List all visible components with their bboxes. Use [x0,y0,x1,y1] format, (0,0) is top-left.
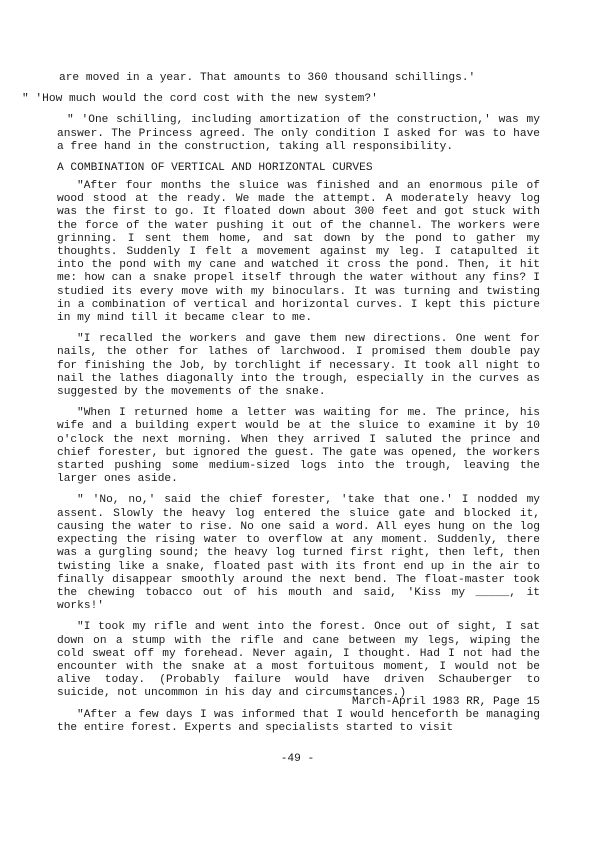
paragraph-1: are moved in a year. That amounts to 360 thousand schillings.' [59,72,476,84]
section-heading: A COMBINATION OF VERTICAL AND HORIZONTAL CURVES [57,162,373,175]
document-body [22,72,540,743]
paragraph-5: "I recalled the workers and gave them new directions. One went for nails, the other for lathes of larchwood. I promised them double pay for finishing the Job, by torchlight if necessary. It took all night to nail the lathes diagonally into the trough, especially in the curves as suggested by the movements of the snake. [57,333,540,399]
paragraph-2: " 'How much would the cord cost with the new system?' [22,93,378,106]
paragraph-7: " 'No, no,' said the chief forester, 'take that one.' I nodded my assent. Slowly the heavy log entered the sluice gate and blocked it, causing the water to rise. No one said a word. All eyes hung on the log expecting the rising water to overflow at any moment. Suddenly, there was a gurgling sound; the heavy log turned first right, then left, then twisting like a snake, floated past with its front end up in the air to finally disappear smoothly around the next bend. The float-master took the chewing tobacco out of his mouth and said, 'Kiss my _____, it works!' [57,494,540,613]
paragraph-6: "When I returned home a letter was waiting for me. The prince, his wife and a building expert would be at the sluice to examine it by 10 o'clock the next morning. When they arrived I saluted the prince and chief forester, but ignored the guest. The gate was opened, the workers started pushing some medium-sized logs into the trough, leaving the larger ones aside. [57,407,540,486]
paragraph-8: "I took my rifle and went into the forest. Once out of sight, I sat down on a stump with the rifle and cane between my legs, wiping the cold sweat off my forehead. Never again, I thought. Had I not had the encounter with the snake at a most fortuitous moment, I would not be alive today. (Probably failure would have driven Schauberger to suicide, not uncommon in his day and circumstances.) [57,621,540,700]
page-number: -49 - [280,753,315,765]
paragraph-4: "After four months the sluice was finished and an enormous pile of wood stood at the ready. We made the attempt. A moderately heavy log was the first to go. It floated down about 300 feet and got stuck with the force of the water pushing it out of the channel. The workers were grinning. I sent them home, and sat down by the pond to gather my thoughts. Suddenly I felt a movement against my leg. I catapulted it into the pond with my cane and watched it cross the pond. Then, it hit me: how can a snake propel itself through the water without any fins? I studied its every move with my binoculars. It was turning and twisting in a combination of vertical and horizontal curves. I kept this picture in my mind till it became clear to me. [57,180,540,325]
source-reference: March-April 1983 RR, Page 15 [352,696,540,708]
paragraph-9: "After a few days I was informed that I would henceforth be managing the entire forest. Experts and specialists started to visit [57,708,540,734]
paragraph-3: " 'One schilling, including amortization of the construction,' was my answer. The Princess agreed. The only condition I asked for was to have a free hand in the construction, taking all responsibility. [57,114,540,153]
